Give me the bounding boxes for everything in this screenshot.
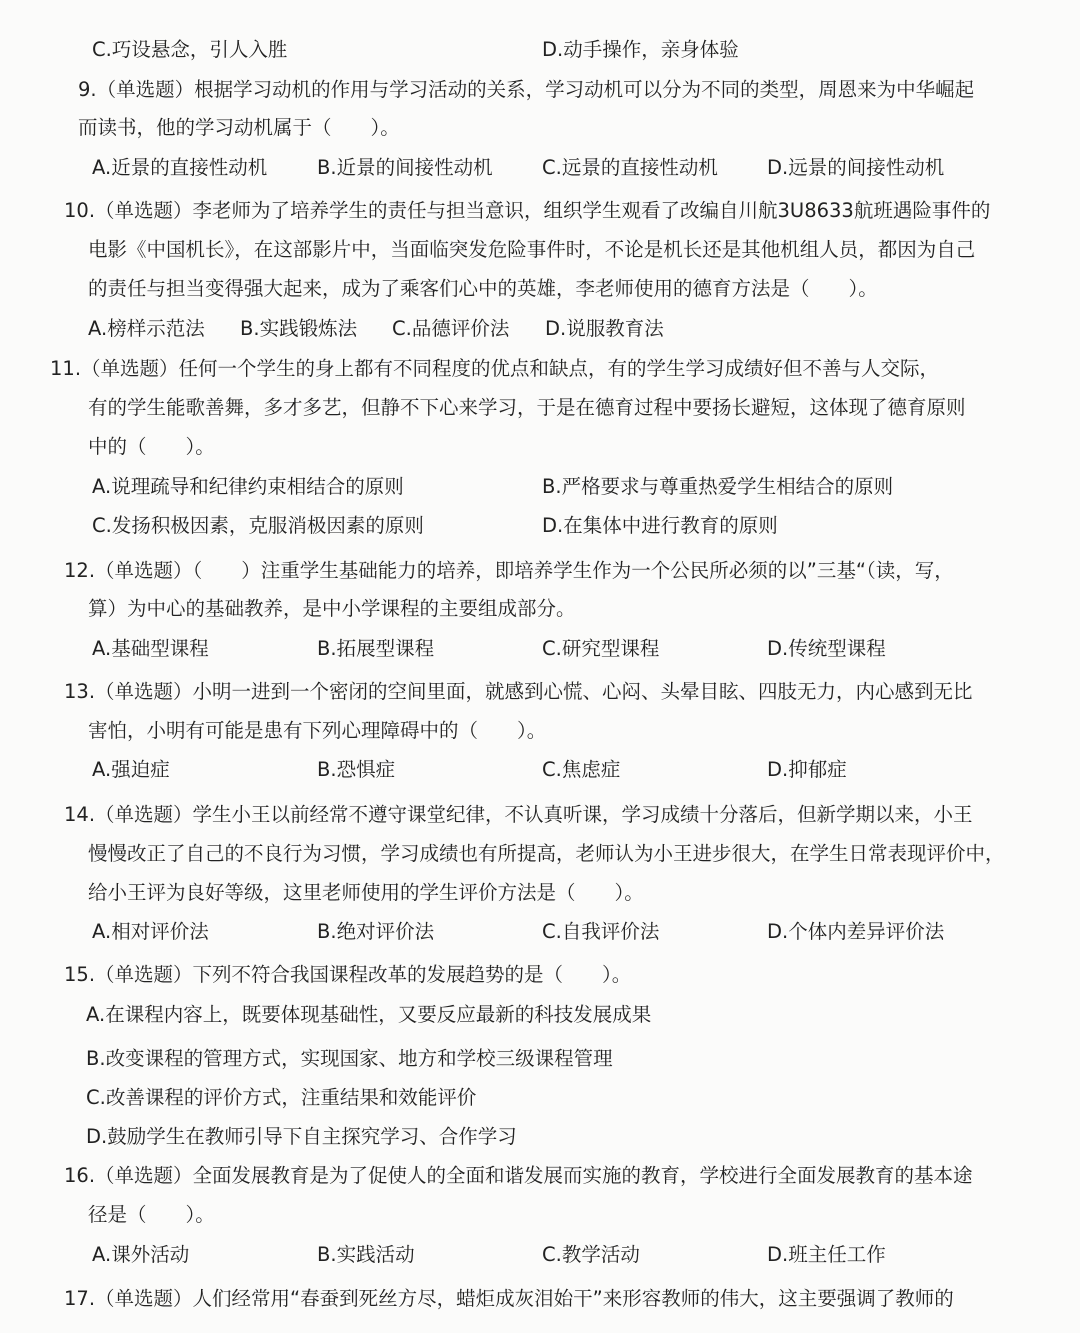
q13-option-a: A.强迫症 <box>92 758 170 781</box>
q14-option-c: C.自我评价法 <box>542 920 660 943</box>
q9-option-b: B.近景的间接性动机 <box>317 156 493 179</box>
q11-stem-line2: 有的学生能歌善舞，多才多艺，但静不下心来学习，于是在德育过程中要扬长避短，这体现了德育原则 <box>88 396 966 419</box>
q12-stem-line2: 算）为中心的基础教养，是中小学课程的主要组成部分。 <box>88 597 576 620</box>
q11-stem-line3: 中的（ ）。 <box>88 435 215 458</box>
q16-option-d: D.班主任工作 <box>767 1243 886 1266</box>
q14-option-a: A.相对评价法 <box>92 920 209 943</box>
q15-stem-line1: 15.（单选题）下列不符合我国课程改革的发展趋势的是（ ）。 <box>64 963 632 986</box>
q10-stem-line2: 电影《中国机长》，在这部影片中，当面临突发危险事件时，不论是机长还是其他机组人员，都因为自己 <box>88 238 976 261</box>
q14-stem-line3: 给小王评为良好等级，这里老师使用的学生评价方法是（ ）。 <box>88 881 644 904</box>
q16-stem-line1: 16.（单选题）全面发展教育是为了促使人的全面和谐发展而实施的教育，学校进行全面发展教育的基本途 <box>64 1164 973 1187</box>
q16-option-b: B.实践活动 <box>317 1243 415 1266</box>
q10-option-a: A.榜样示范法 <box>88 317 205 340</box>
q14-stem-line2: 慢慢改正了自己的不良行为习惯，学习成绩也有所提高，老师认为小王进步很大，在学生日常表现评价中， <box>88 842 1005 865</box>
q9-option-a: A.近景的直接性动机 <box>92 156 268 179</box>
q12-option-d: D.传统型课程 <box>767 637 886 660</box>
q10-option-d: D.说服教育法 <box>545 317 664 340</box>
q11-option-c: C.发扬积极因素，克服消极因素的原则 <box>92 514 424 537</box>
q13-stem-line1: 13.（单选题）小明一进到一个密闭的空间里面，就感到心慌、心闷、头晕目眩、四肢无力，内心感到无比 <box>64 680 973 703</box>
q16-option-a: A.课外活动 <box>92 1243 190 1266</box>
q11-option-a: A.说理疏导和纪律约束相结合的原则 <box>92 475 404 498</box>
q16-option-c: C.教学活动 <box>542 1243 640 1266</box>
q15-option-d: D.鼓励学生在教师引导下自主探究学习、合作学习 <box>86 1125 517 1148</box>
q11-stem-line1: 11.（单选题）任何一个学生的身上都有不同程度的优点和缺点，有的学生学习成绩好但不善与人交际， <box>50 357 940 380</box>
q9-option-c: C.远景的直接性动机 <box>542 156 718 179</box>
q9-option-d: D.远景的间接性动机 <box>767 156 945 179</box>
q9-stem-line2: 而读书，他的学习动机属于（ ）。 <box>78 116 400 139</box>
q12-stem-line1: 12.（单选题）（ ）注重学生基础能力的培养，即培养学生作为一个公民所必须的以”三基“（读，写， <box>64 559 954 582</box>
q8-option-d: D.动手操作，亲身体验 <box>542 38 739 61</box>
q13-option-d: D.抑郁症 <box>767 758 847 781</box>
q17-stem-line1: 17.（单选题）人们经常用“春蚕到死丝方尽，蜡炬成灰泪始干”来形容教师的伟大，这主要强调了教师的 <box>64 1287 954 1310</box>
q10-stem-line3: 的责任与担当变得强大起来，成为了乘客们心中的英雄，李老师使用的德育方法是（ ）。 <box>88 277 878 300</box>
q13-option-c: C.焦虑症 <box>542 758 621 781</box>
q8-option-c: C.巧设悬念，引人入胜 <box>92 38 288 61</box>
q14-option-b: B.绝对评价法 <box>317 920 435 943</box>
q12-option-c: C.研究型课程 <box>542 637 660 660</box>
q13-stem-line2: 害怕，小明有可能是患有下列心理障碍中的（ ）。 <box>88 719 547 742</box>
q9-stem-line1: 9.（单选题）根据学习动机的作用与学习活动的关系，学习动机可以分为不同的类型，周恩来为中华崛起 <box>78 78 975 101</box>
q10-option-b: B.实践锻炼法 <box>240 317 358 340</box>
q12-option-b: B.拓展型课程 <box>317 637 435 660</box>
q10-option-c: C.品德评价法 <box>392 317 510 340</box>
q11-option-b: B.严格要求与尊重热爱学生相结合的原则 <box>542 475 894 498</box>
q15-option-b: B.改变课程的管理方式，实现国家、地方和学校三级课程管理 <box>86 1047 613 1070</box>
q11-option-d: D.在集体中进行教育的原则 <box>542 514 778 537</box>
q14-option-d: D.个体内差异评价法 <box>767 920 945 943</box>
q15-option-a: A.在课程内容上，既要体现基础性，又要反应最新的科技发展成果 <box>86 1003 652 1026</box>
q12-option-a: A.基础型课程 <box>92 637 209 660</box>
q16-stem-line2: 径是（ ）。 <box>88 1203 215 1226</box>
q14-stem-line1: 14.（单选题）学生小王以前经常不遵守课堂纪律，不认真听课，学习成绩十分落后，但新学期以来，小王 <box>64 803 973 826</box>
q13-option-b: B.恐惧症 <box>317 758 396 781</box>
q15-option-c: C.改善课程的评价方式，注重结果和效能评价 <box>86 1086 477 1109</box>
q10-stem-line1: 10.（单选题）李老师为了培养学生的责任与担当意识，组织学生观看了改编自川航3U8633航班遇险事件的 <box>64 199 991 222</box>
